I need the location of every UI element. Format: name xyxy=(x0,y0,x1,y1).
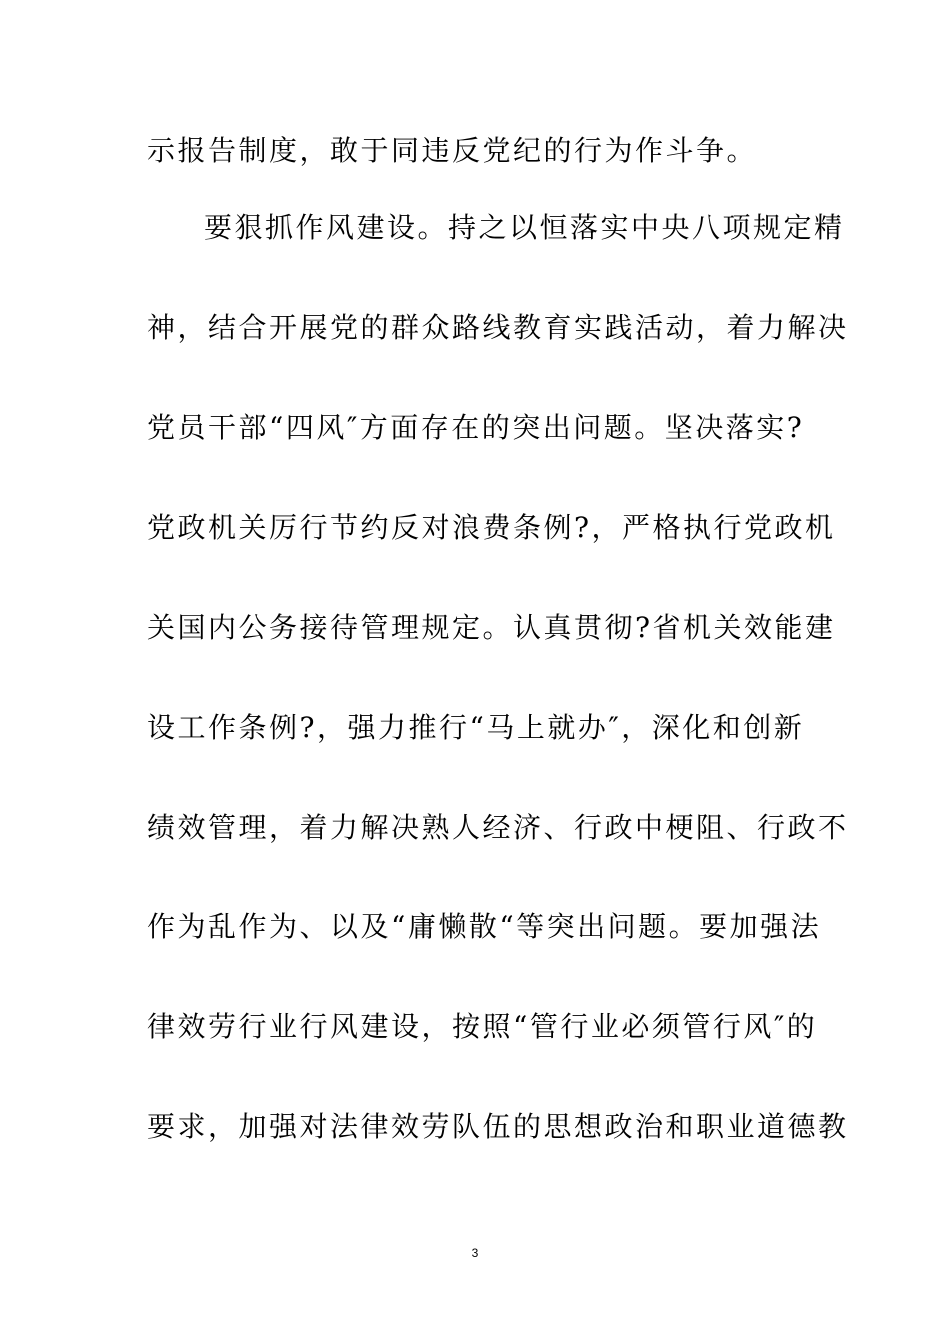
text-line-11: 要求，加强对法律效劳队伍的思想政治和职业道德教 xyxy=(147,1110,849,1143)
text-line-3: 神，结合开展党的群众路线教育实践活动，着力解决 xyxy=(147,311,849,344)
text-line-1: 示报告制度，敢于同违反党纪的行为作斗争。 xyxy=(147,134,758,167)
text-line-8: 绩效管理，着力解决熟人经济、行政中梗阻、行政不 xyxy=(147,811,849,844)
text-line-6: 关国内公务接待管理规定。认真贯彻?省机关效能建 xyxy=(147,611,836,644)
paragraph-start-line: 要狠抓作风建设。持之以恒落实中央八项规定精 xyxy=(204,211,845,244)
text-line-7: 设工作条例?，强力推行“马上就办″，深化和创新 xyxy=(147,711,805,744)
text-line-10: 律效劳行业行风建设，按照“管行业必须管行风″的 xyxy=(147,1010,818,1043)
text-line-4: 党员干部“四风″方面存在的突出问题。坚决落实? xyxy=(147,411,805,444)
text-line-5: 党政机关厉行节约反对浪费条例?，严格执行党政机 xyxy=(147,511,836,544)
page-number: 3 xyxy=(471,1246,479,1260)
text-line-9: 作为乱作为、以及“庸懒散“等突出问题。要加强法 xyxy=(147,910,822,943)
